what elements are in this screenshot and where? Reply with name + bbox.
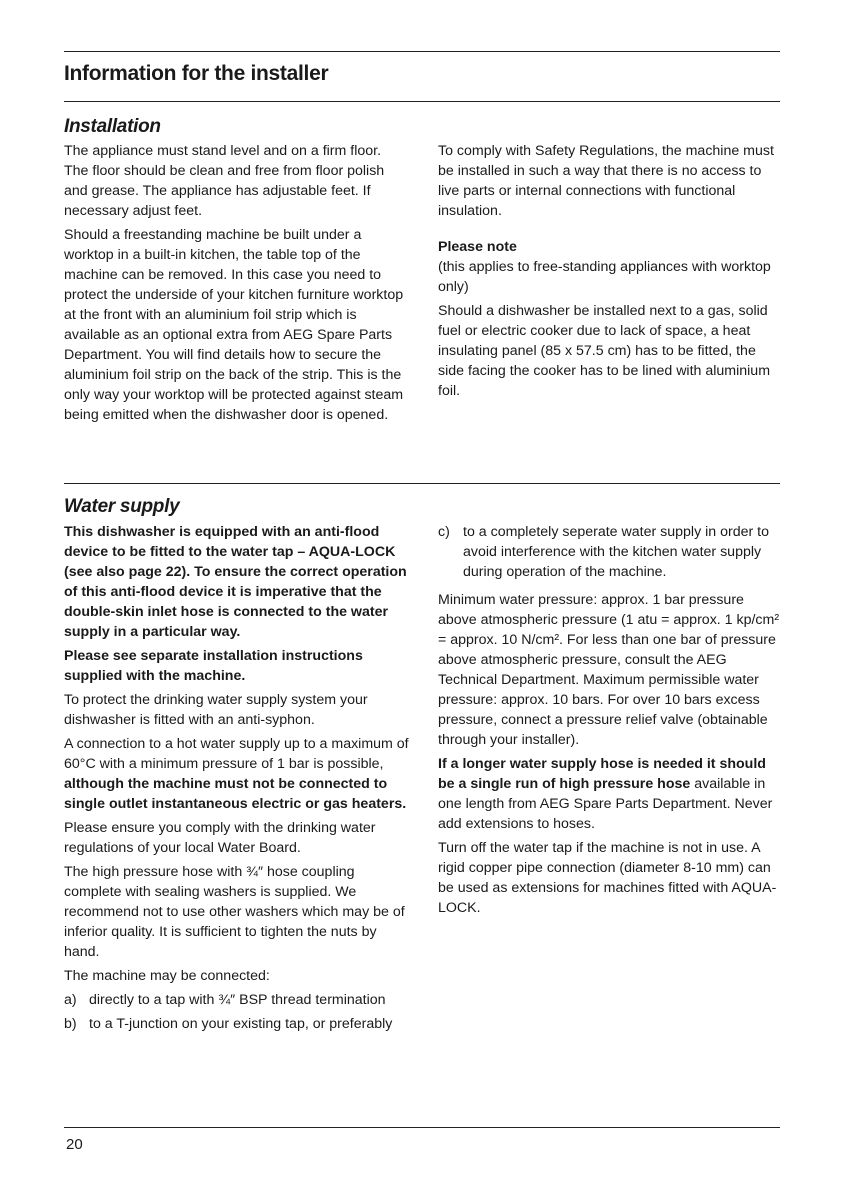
bottom-rule [64,1127,780,1128]
list-text: to a completely seperate water supply in order to avoid interference with the kitchen water supply during operation of the machine. [463,524,769,580]
hose-paragraph: The high pressure hose with ¾″ hose coupling complete with sealing washers is supplied. We recommend not to use other washers which may be of inferior quality. It is sufficient to tighten the nuts by hand. [64,864,405,960]
connection-intro: The machine may be connected: [64,968,270,984]
water-supply-right-column [438,522,783,922]
longer-hose-warning: If a longer water supply hose is needed it should be a single run of high pressure hose [438,756,766,792]
installation-right-column [438,141,783,405]
installation-paragraph-worktop: Should a freestanding machine be built under a worktop in a built-in kitchen, the table top of the machine can be removed. In this case you need to protect the underside of your kitchen furniture worktop at the front with an aluminium foil strip which is available as an optional extra from AEG Spare Parts Department. You will find details how to secure the aluminium foil strip on the back of the strip. This is the only way your worktop will be protected against steam being emitted when the dishwasher door is opened. [64,227,404,423]
list-marker: b) [64,1016,77,1032]
page-title: Information for the installer [64,62,329,85]
please-note-cooker: Should a dishwasher be installed next to a gas, solid fuel or electric cooker due to lack of space, a heat insulating panel (85 x 57.5 cm) has to be fitted, the side facing the cooker has to be lined with aluminium foil. [438,303,771,399]
anti-syphon-paragraph: To protect the drinking water supply system your dishwasher is fitted with an anti-syphon. [64,692,368,728]
pressure-paragraph: Minimum water pressure: approx. 1 bar pressure above atmospheric pressure (1 atu = approx. 1 kp/cm² = approx. 10 N/cm². For less than one bar of pressure above atmospheric pressure, consult the AEG Technical Department. Maximum permissible water pressure: approx. 10 bars. For over 10 bars excess pressure, connect a pressure relief valve (obtainable through your installer). [438,592,780,748]
list-item [64,1014,409,1034]
aqua-lock-warning: This dishwasher is equipped with an anti-flood device to be fitted to the water tap – AQUA-LOCK (see also page 22). To ensure the correct operation of this anti-flood device it is imperative that the double-skin inlet hose is connected to the water supply in a particular way. [64,524,407,640]
installation-paragraph-floor: The appliance must stand level and on a firm floor. The floor should be clean and free from floor polish and grease. The appliance has adjustable feet. If necessary adjust feet. [64,143,385,219]
installation-left-column [64,141,409,429]
longer-hose-text: available in one length from AEG Spare Parts Department. Never add extensions to hoses. [438,776,773,832]
hot-water-paragraph [64,734,409,814]
please-note-scope: (this applies to free-standing appliances with worktop only) [438,259,771,295]
list-marker: a) [64,992,77,1008]
top-rule [64,51,780,52]
installation-heading: Installation [64,116,161,137]
please-note-heading: Please note [438,239,517,255]
list-text: directly to a tap with ¾″ BSP thread termination [89,992,386,1008]
list-marker: c) [438,524,450,540]
regulations-paragraph: Please ensure you comply with the drinking water regulations of your local Water Board. [64,820,376,856]
heater-warning: although the machine must not be connected to single outlet instantaneous electric or gas heaters. [64,776,407,812]
installation-paragraph-safety: To comply with Safety Regulations, the machine must be installed in such a way that there is no access to live parts or internal connections with functional insulation. [438,143,774,219]
longer-hose-paragraph [438,754,783,834]
hot-water-text: A connection to a hot water supply up to a maximum of 60°C with a minimum pressure of 1 bar is possible, [64,736,409,772]
list-item [438,522,783,582]
water-supply-heading: Water supply [64,496,180,517]
water-supply-left-column [64,522,409,1038]
list-text: to a T-junction on your existing tap, or preferably [89,1016,393,1032]
title-rule [64,101,780,102]
water-tap-paragraph: Turn off the water tap if the machine is not in use. A rigid copper pipe connection (diameter 8-10 mm) can be used as extensions for machines fitted with AQUA-LOCK. [438,840,777,916]
section-rule [64,483,780,484]
separate-instructions-note: Please see separate installation instructions supplied with the machine. [64,648,363,684]
page-number: 20 [66,1136,83,1153]
list-item [64,990,409,1010]
